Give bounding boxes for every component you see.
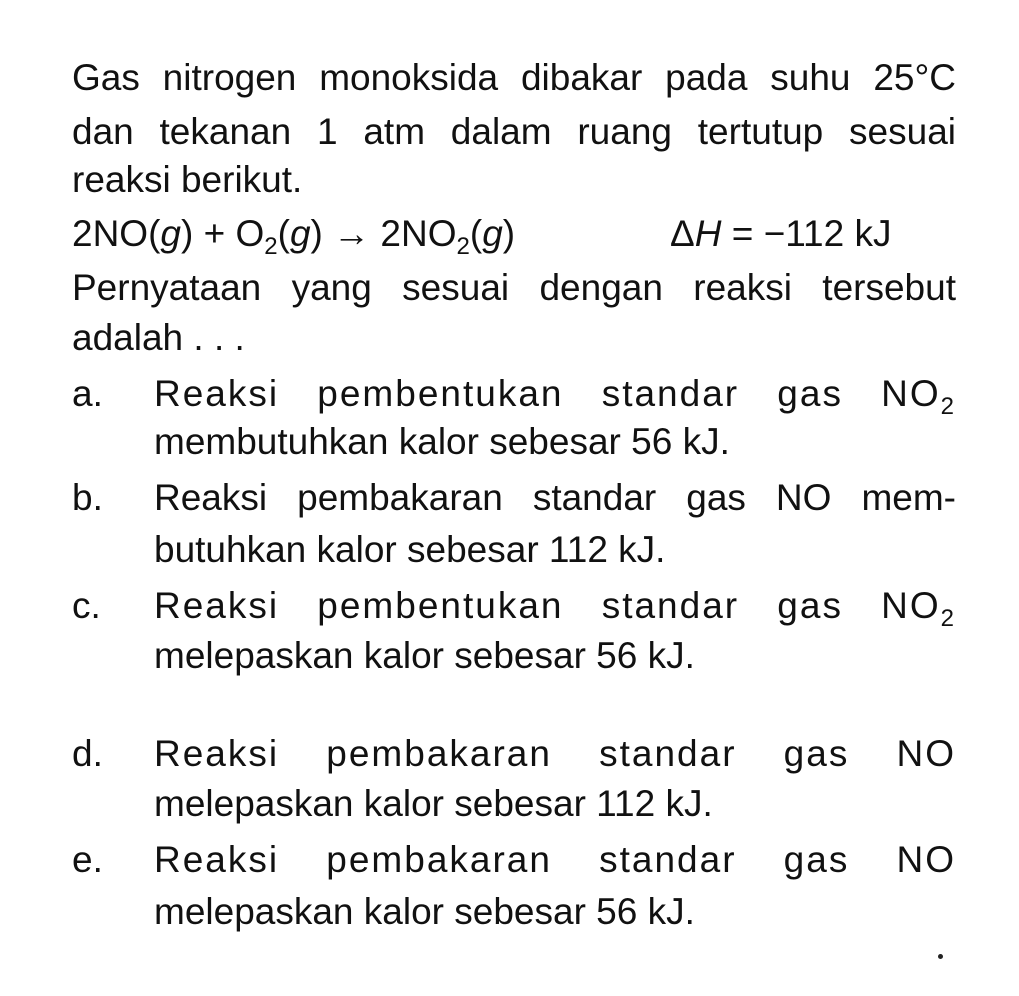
option-c-text: Reaksi pembentukan standar gas NO <box>154 585 941 626</box>
equation-paren: ) <box>310 213 323 254</box>
equation-state-g: g <box>289 213 311 254</box>
option-d-line-2: melepaskan kalor sebesar 112 kJ. <box>154 783 713 824</box>
option-a-line-1 <box>154 372 956 420</box>
option-e-line-2: melepaskan kalor sebesar 56 kJ. <box>154 891 695 932</box>
option-b-line-2: butuhkan kalor sebesar 112 kJ. <box>154 529 666 570</box>
option-a-text: Reaksi pembentukan standar gas NO <box>154 373 941 414</box>
equation-state-g: g <box>160 213 181 254</box>
intro-line-3: reaksi berikut. <box>72 159 303 200</box>
equation-paren: ( <box>277 213 290 254</box>
option-letter: d. <box>72 733 103 774</box>
option-b[interactable] <box>72 476 956 568</box>
intro-line-2: dan tekanan 1 atm dalam ruang tertutup sesuai <box>72 111 956 152</box>
option-letter: a. <box>72 373 103 414</box>
option-d[interactable] <box>72 732 956 824</box>
equation-subscript: 2 <box>264 233 278 260</box>
equation-paren: ) <box>502 213 516 254</box>
intro-line-1: Gas nitrogen monoksida dibakar pada suhu 25°C <box>72 57 956 98</box>
option-a[interactable] <box>72 372 956 464</box>
option-e-line-1: Reaksi pembakaran standar gas NO <box>154 839 956 880</box>
delta-symbol: Δ <box>670 213 695 254</box>
option-d-line-1: Reaksi pembakaran standar gas NO <box>154 733 956 774</box>
reaction-equation <box>72 212 892 260</box>
stem-line-2: adalah . . . <box>72 317 245 358</box>
option-a-subscript: 2 <box>940 393 956 420</box>
equation-no: 2NO( <box>72 213 161 254</box>
equation-paren: ) <box>180 213 194 254</box>
equation-state-g: g <box>482 213 503 254</box>
option-letter: b. <box>72 477 103 518</box>
option-c-subscript: 2 <box>940 605 956 632</box>
option-letter: e. <box>72 839 103 880</box>
scan-speck <box>938 954 943 959</box>
equation-subscript: 2 <box>456 233 470 260</box>
option-c[interactable] <box>72 584 956 676</box>
option-b-line-1: Reaksi pembakaran standar gas NO mem- <box>154 477 956 518</box>
enthalpy-change <box>670 212 892 256</box>
option-c-line-1 <box>154 584 956 632</box>
equation-o2: + O <box>193 213 265 254</box>
equation-reactants-products <box>72 212 516 260</box>
option-letter: c. <box>72 585 101 626</box>
option-e[interactable] <box>72 838 956 930</box>
stem-line-1: Pernyataan yang sesuai dengan reaksi tersebut <box>72 267 956 308</box>
enthalpy-value: = −112 kJ <box>721 213 892 254</box>
equation-paren: ( <box>469 213 483 254</box>
enthalpy-variable: H <box>694 213 722 254</box>
option-a-line-2: membutuhkan kalor sebesar 56 kJ. <box>154 421 730 462</box>
option-c-line-2: melepaskan kalor sebesar 56 kJ. <box>154 635 695 676</box>
equation-arrow-no2: → 2NO <box>322 213 457 254</box>
